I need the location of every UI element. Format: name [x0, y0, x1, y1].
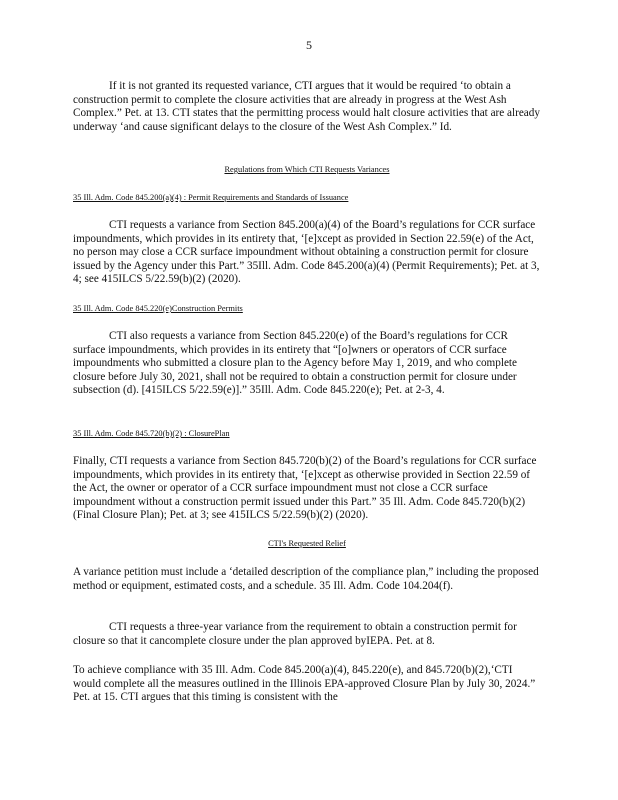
paragraph-text: A variance petition must include a ‘detailed description of the compliance plan,” including the proposed method or equipment, estimated costs, and a schedule. 35 Ill. Adm. Code 104.204(f). [73, 566, 539, 592]
subheading-845-720: 35 Ill. Adm. Code 845.720(b)(2) : ClosurePlan [73, 429, 230, 438]
paragraph-variance-argument [73, 80, 541, 134]
paragraph-compliance-plan [73, 566, 541, 593]
relief-heading [73, 539, 541, 548]
paragraph-845-200 [73, 219, 541, 287]
paragraph-845-220 [73, 330, 541, 398]
paragraph-three-year-variance [73, 621, 541, 648]
paragraph-achieve-compliance [73, 664, 541, 705]
page-number: 5 [306, 38, 312, 52]
relief-heading-text: CTI's Requested Relief [268, 539, 346, 548]
paragraph-text: If it is not granted its requested variance, CTI argues that it would be required ‘to obtain a construction permit to complete the closure activities that are already in progress at the West Ash Complex.” Pet. at 13. CTI states that the permitting process would halt closure activities that are already underway ‘and cause significant delays to the closure of the West Ash Complex.” Id. [73, 80, 540, 133]
subheading-845-200: 35 Ill. Adm. Code 845.200(a)(4) : Permit Requirements and Standards of Issuance [73, 193, 349, 202]
paragraph-text: CTI requests a three-year variance from the requirement to obtain a construction permit for closure so that it cancomplete closure under the plan approved byIEPA. Pet. at 8. [73, 621, 517, 647]
paragraph-845-720 [73, 455, 541, 523]
paragraph-text: To achieve compliance with 35 Ill. Adm. Code 845.200(a)(4), 845.220(e), and 845.720(b)(2),‘CTI would complete all the measures outlined in the Illinois EPA-approved Closure Plan by July 30, 2024.” Pet. at 15. CTI argues that this timing is consistent with the [73, 664, 536, 704]
section-heading [73, 165, 541, 174]
section-heading-text: Regulations from Which CTI Requests Variances [224, 165, 390, 174]
paragraph-text: CTI also requests a variance from Section 845.220(e) of the Board’s regulations for CCR surface impoundments, which provides in its entirety that “[o]wners or operators of CCR surface impoundments who submitted a closure plan to the Agency before May 1, 2019, and who complete closure before July 30, 2021, shall not be required to obtain a construction permit for closure under subsection (d). [415ILCS 5/22.59(e)].” 35Ill. Adm. Code 845.220(e); Pet. at 2-3, 4. [73, 330, 517, 397]
paragraph-text: Finally, CTI requests a variance from Section 845.720(b)(2) of the Board’s regulations for CCR surface impoundments, which provides in its entirety that, ‘[e]xcept as otherwise provided in Section 22.59 of the Act, the owner or operator of a CCR surface impoundment must not close a CCR surface impoundment without a construction permit issued under this Part.” 35 Ill. Adm. Code 845.720(b)(2) (Final Closure Plan); Pet. at 3; see 415ILCS 5/22.59(b)(2) (2020). [73, 455, 537, 522]
paragraph-text: CTI requests a variance from Section 845.200(a)(4) of the Board’s regulations for CCR surface impoundments, which provides in its entirety that, ‘[e]xcept as provided in Section 22.59(e) of the Act, no person may close a CCR surface impoundment without obtaining a construction permit for closure issued by the Agency under this Part.” 35Ill. Adm. Code 845.200(a)(4) (Permit Requirements); Pet. at 3, 4; see 415ILCS 5/22.59(b)(2) (2020). [73, 219, 540, 286]
subheading-845-220: 35 Ill. Adm. Code 845.220(e)Construction Permits [73, 304, 243, 313]
